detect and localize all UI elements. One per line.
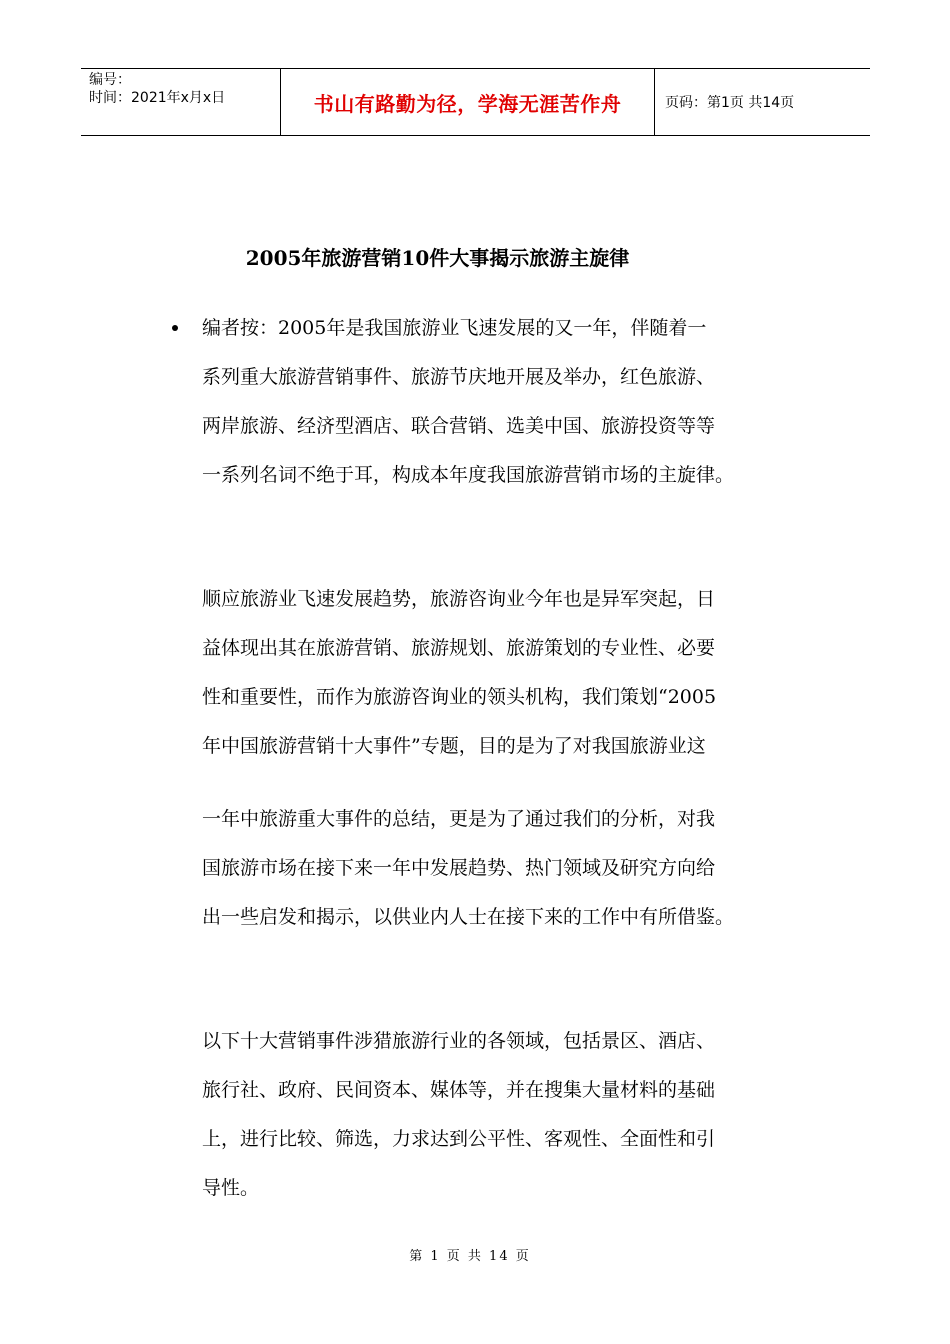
header-motto: 书山有路勤为径，学海无涯苦作舟	[281, 69, 655, 135]
text-line: 年中国旅游营销十大事件”专题，目的是为了对我国旅游业这	[202, 735, 706, 757]
text-line: 一系列名词不绝于耳，构成本年度我国旅游营销市场的主旋律。	[202, 464, 735, 486]
text-line: 编者按：2005年是我国旅游业飞速发展的又一年，伴随着一	[202, 317, 707, 339]
header-page-info: 页码：第1页 共14页	[665, 95, 795, 111]
paragraph-3	[202, 803, 812, 950]
text-line: 导性。	[202, 1177, 260, 1199]
paragraph-2	[202, 583, 812, 779]
text-line: 两岸旅游、经济型酒店、联合营销、选美中国、旅游投资等等	[202, 415, 716, 437]
text-line: 一年中旅游重大事件的总结，更是为了通过我们的分析，对我	[202, 808, 716, 830]
text-line: 出一些启发和揭示，以供业内人士在接下来的工作中有所借鉴。	[202, 906, 735, 928]
document-header	[81, 68, 870, 136]
paragraph-4	[202, 1025, 812, 1221]
text-line: 以下十大营销事件涉猎旅游行业的各领域，包括景区、酒店、	[202, 1030, 716, 1052]
text-line: 顺应旅游业飞速发展趋势，旅游咨询业今年也是异军突起，日	[202, 588, 716, 610]
text-line: 益体现出其在旅游营销、旅游规划、旅游策划的专业性、必要	[202, 637, 716, 659]
text-line: 性和重要性，而作为旅游咨询业的领头机构，我们策划“2005	[202, 686, 717, 708]
document-title: 2005年旅游营销10件大事揭示旅游主旋律	[245, 246, 630, 270]
page-footer: 第 1 页 共 14 页	[409, 1249, 531, 1264]
paragraph-editor-note	[202, 312, 812, 508]
text-line: 上，进行比较、筛选，力求达到公平性、客观性、全面性和引	[202, 1128, 716, 1150]
time-label: 时间：2021年x月x日	[89, 90, 226, 106]
bullet-dot	[172, 325, 178, 331]
text-line: 系列重大旅游营销事件、旅游节庆地开展及举办，红色旅游、	[202, 366, 716, 388]
header-meta	[81, 69, 281, 135]
number-label: 编号：	[89, 72, 131, 88]
text-line: 旅行社、政府、民间资本、媒体等，并在搜集大量材料的基础	[202, 1079, 716, 1101]
text-line: 国旅游市场在接下来一年中发展趋势、热门领域及研究方向给	[202, 857, 716, 879]
